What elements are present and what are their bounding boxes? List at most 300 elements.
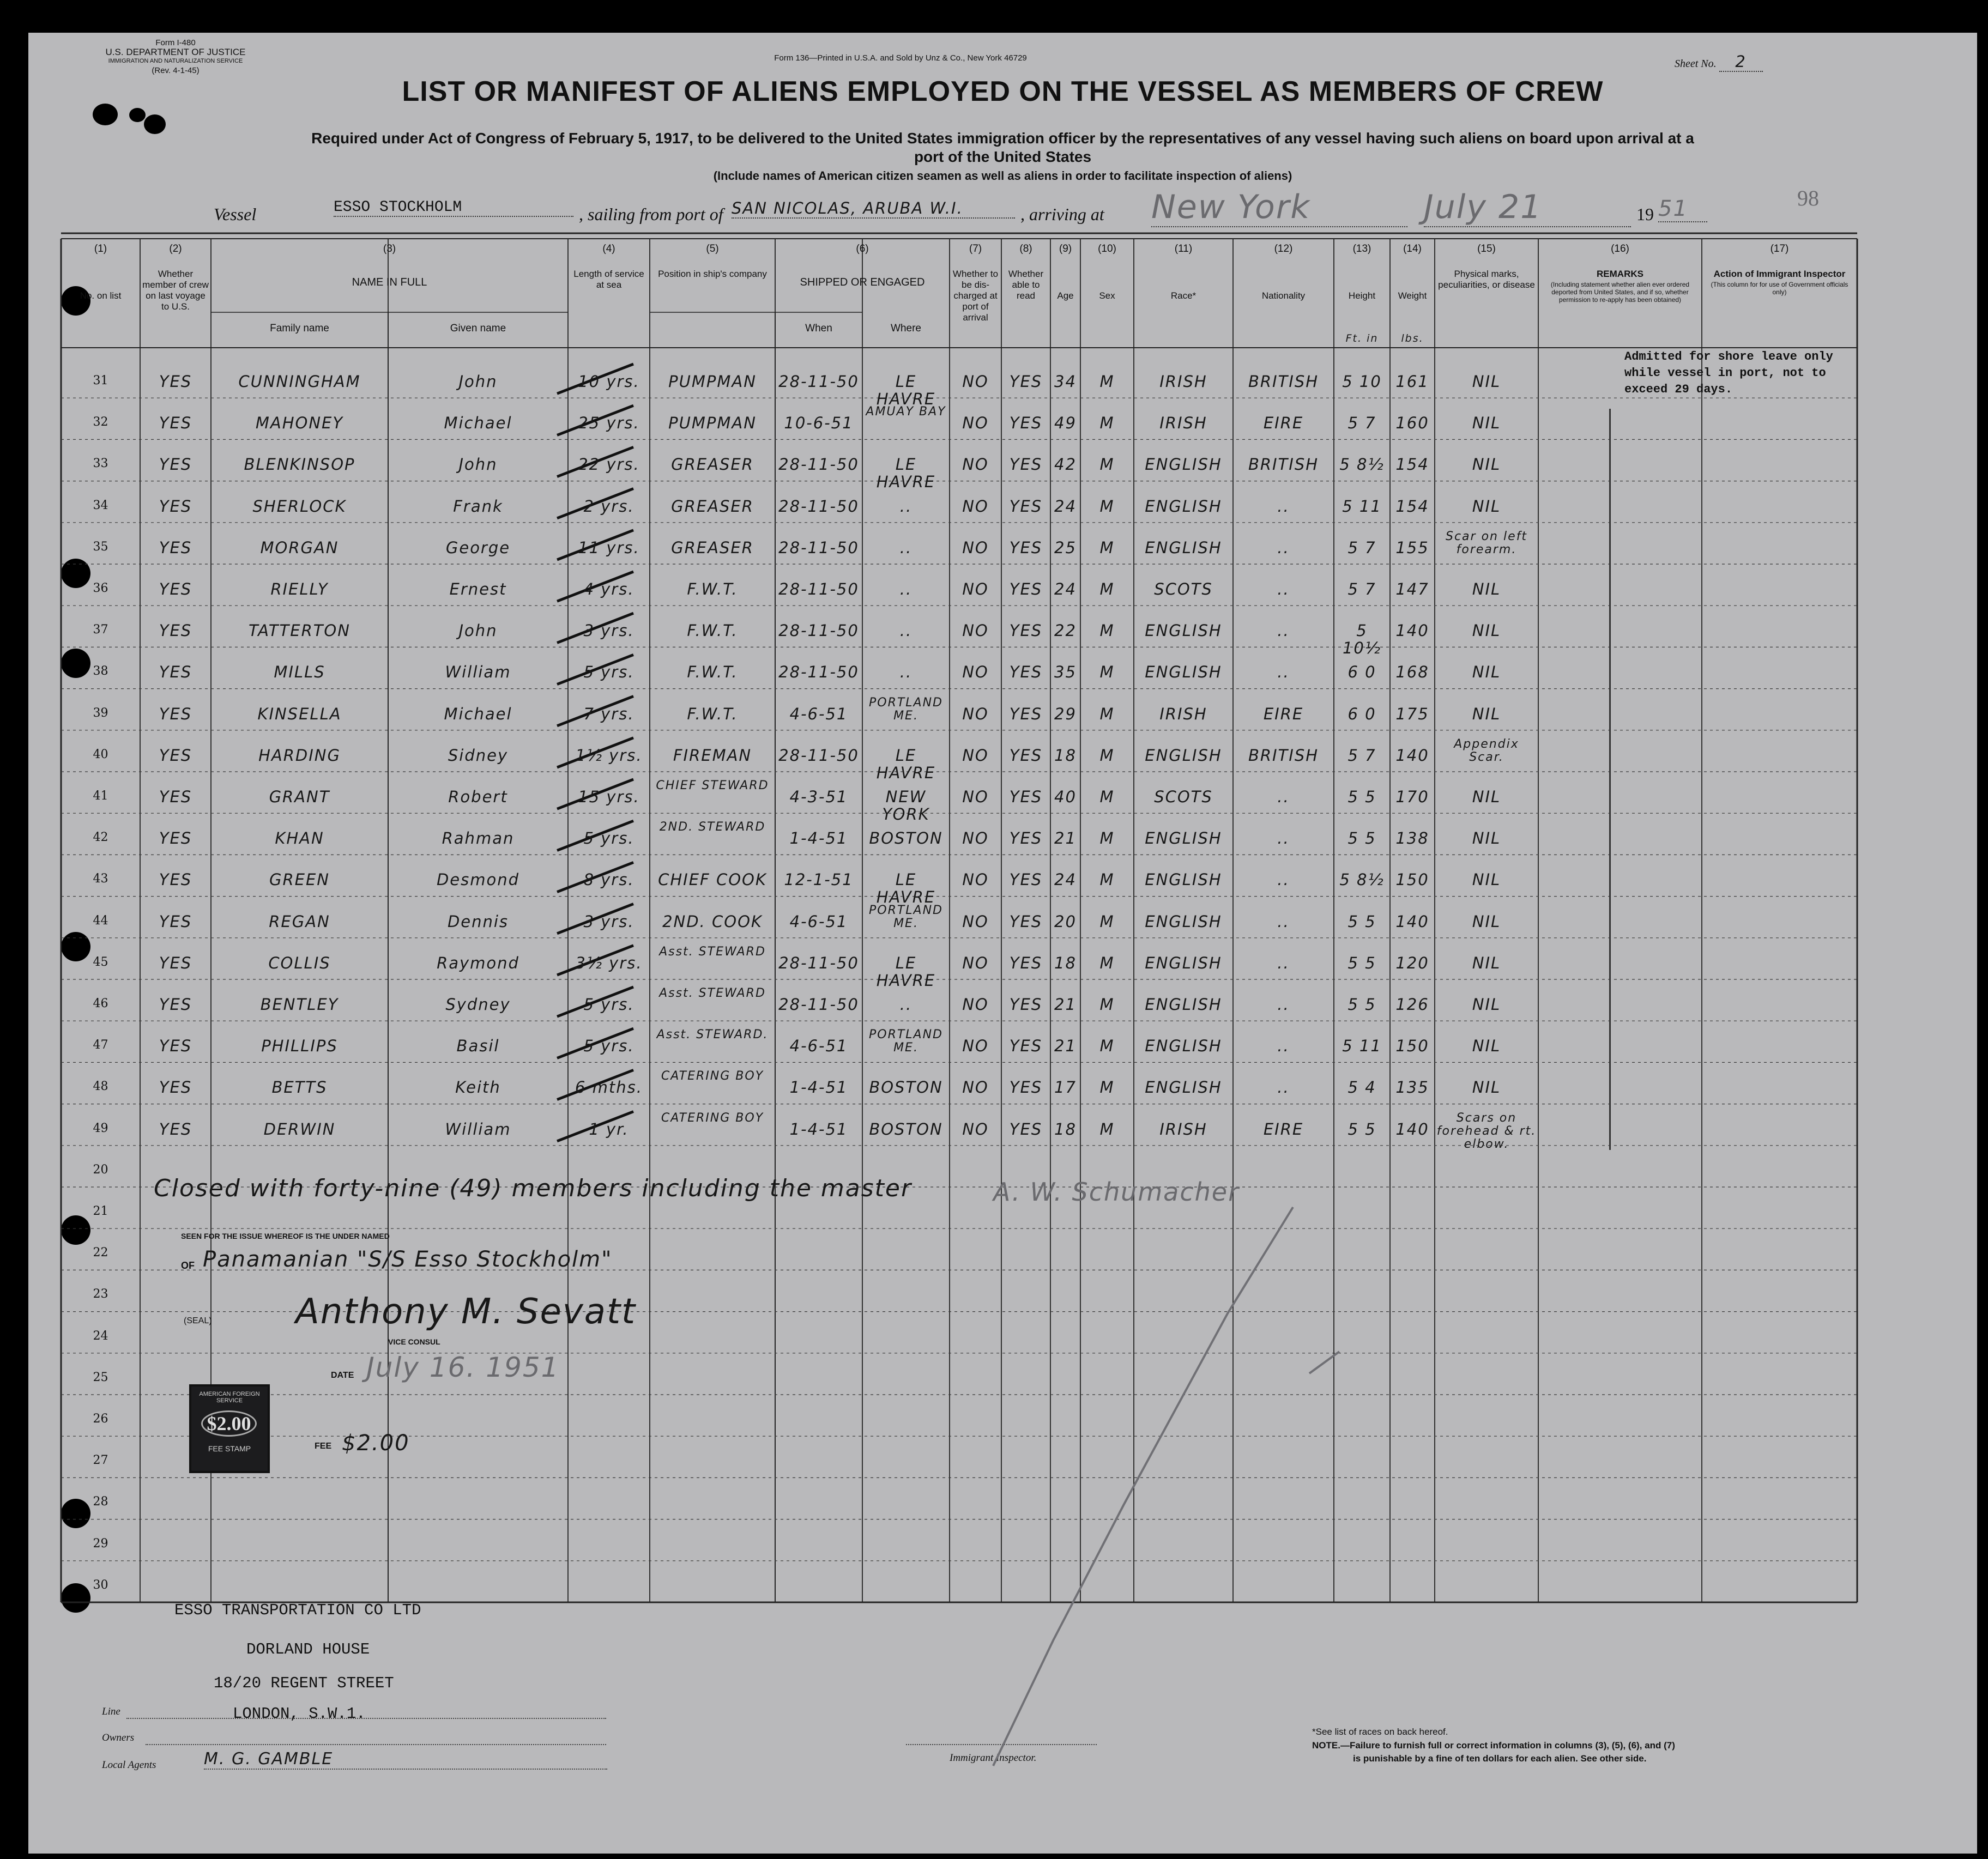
cell-service: 1 yr. [589,1119,629,1139]
footnote-penalty-1: NOTE.—Failure to furnish full or correct information in columns (3), (5), (6), and (7) [1312,1740,1675,1751]
cell-service: 5 yrs. [583,829,635,848]
cell-discharged: NO [962,953,989,972]
row-number: 35 [93,540,108,554]
row-number: 44 [93,913,108,928]
cell-discharged: NO [962,1078,989,1097]
department: U.S. DEPARTMENT OF JUSTICE [105,47,246,57]
column-header: Sex [1099,290,1115,301]
cell-given: John [458,372,498,391]
column-header: No. on list [80,290,122,301]
cell-discharged: NO [962,580,989,598]
column-header: Length of service at sea [573,269,644,290]
cell-race: ENGLISH [1145,455,1222,474]
column-header: Physical marks, peculiarities, or disease [1438,269,1535,290]
cell-marks: NIL [1472,995,1501,1014]
cell-discharged: NO [962,829,989,848]
cell-when: 1-4-51 [789,829,848,848]
cell-nationality: .. [1277,788,1290,806]
row-number: 43 [93,872,108,886]
vessel-label: Vessel [214,204,257,224]
cell-marks: NIL [1472,663,1501,682]
cell-where: BOSTON [869,829,943,848]
cell-weight: 120 [1395,953,1429,972]
subtitle-line1: Required under Act of Congress of February 5, 1917, to be delivered to the United States immigration officer by the representatives of any vessel having such aliens on board upon arrival at a [311,130,1694,147]
cell-position: GREASER [671,496,754,516]
consular-seen-label: SEEN FOR THE ISSUE WHEREOF IS THE UNDER NAMED [181,1232,390,1240]
column-header: Whether member of crew on last voyage to U.S. [142,269,209,312]
cell-prev: YES [159,788,192,806]
cell-sex: M [1099,953,1115,972]
cell-when: 10-6-51 [784,414,854,433]
cell-service: 10 yrs. [578,372,640,391]
cell-family: PHILLIPS [261,1037,338,1056]
cell-when: 1-4-51 [789,1078,848,1097]
cell-position: CATERING BOY [661,1111,764,1125]
cell-marks: NIL [1472,953,1501,972]
cell-family: KHAN [275,829,324,848]
cell-age: 21 [1054,995,1077,1014]
cell-weight: 135 [1395,1078,1429,1097]
column-header: REMARKS [1597,269,1643,279]
cell-prev: YES [159,663,192,682]
cell-service: 3 yrs. [583,621,635,640]
cell-race: ENGLISH [1145,1037,1222,1056]
column-subheader: Given name [450,323,506,334]
cell-marks: NIL [1472,870,1501,889]
cell-height: 5 5 [1348,788,1376,806]
cell-sex: M [1099,746,1115,765]
consular-date-label: DATE [331,1371,354,1380]
column-number: (4) [602,243,615,255]
cell-prev: YES [159,621,192,640]
cell-nationality: .. [1277,912,1290,931]
cell-prev: YES [159,580,192,598]
cell-discharged: NO [962,870,989,889]
cell-prev: YES [159,829,192,848]
cell-when: 4-3-51 [789,788,848,806]
cell-where: PORTLAND ME. [868,903,943,930]
cell-race: ENGLISH [1145,953,1222,972]
column-header: Position in ship's company [658,269,767,279]
cell-weight: 138 [1395,829,1429,848]
vice-consul-label: VICE CONSUL [388,1337,440,1346]
cell-height: 5 5 [1348,953,1376,972]
cell-read: YES [1009,496,1043,516]
row-number: 20 [93,1162,108,1177]
cell-given: William [445,663,511,682]
row-number: 37 [93,623,108,637]
cell-read: YES [1009,1119,1043,1139]
cell-prev: YES [159,1119,192,1139]
column-header: SHIPPED OR ENGAGED [800,276,925,288]
cell-sex: M [1099,1037,1115,1056]
cell-read: YES [1009,912,1043,931]
cell-position: 2ND. STEWARD [659,820,766,834]
cell-given: Rahman [442,829,515,848]
cell-when: 28-11-50 [778,580,859,598]
column-number: (10) [1098,243,1116,255]
cell-sex: M [1099,1078,1115,1097]
cell-discharged: NO [962,912,989,931]
column-number: (12) [1274,243,1293,255]
cell-marks: Scars on forehead & rt. elbow. [1436,1111,1537,1151]
cell-where: LE HAVRE [876,953,936,990]
revision: (Rev. 4-1-45) [152,66,200,75]
cell-position: PUMPMAN [668,414,757,433]
cell-given: William [445,1119,511,1139]
cell-marks: NIL [1472,912,1501,931]
cell-read: YES [1009,1037,1043,1056]
cell-discharged: NO [962,663,989,682]
cell-position: CHIEF STEWARD [656,779,769,792]
column-note: (This column for for use of Government officials only) [1711,281,1848,296]
cell-given: Sidney [448,746,509,765]
column-header: NAME IN FULL [352,276,427,288]
cell-height: 5 8½ [1339,455,1385,474]
cell-when: 28-11-50 [778,746,859,765]
cell-family: SHERLOCK [252,496,347,516]
cell-service: 15 yrs. [578,788,640,806]
cell-age: 18 [1054,1119,1077,1139]
sailing-label: , sailing from port of [579,204,723,224]
cell-weight: 161 [1395,372,1429,391]
row-number: 31 [93,374,108,387]
cell-read: YES [1009,788,1043,806]
cell-sex: M [1099,580,1115,598]
cell-discharged: NO [962,496,989,516]
cell-nationality: .. [1277,496,1290,516]
cell-nationality: .. [1277,663,1290,682]
cell-race: ENGLISH [1145,995,1222,1014]
row-number: 29 [93,1536,108,1551]
cell-where: AMUAY BAY [866,405,946,419]
cell-read: YES [1009,663,1043,682]
cell-given: Dennis [447,912,509,931]
cell-weight: 126 [1395,995,1429,1014]
cell-nationality: .. [1277,870,1290,889]
row-number: 46 [93,997,108,1010]
inspector-signature: A. W. Schumacher [993,1177,1240,1207]
cell-position: FIREMAN [673,746,752,765]
row-number: 32 [93,415,108,429]
cell-nationality: EIRE [1263,414,1304,433]
cell-nationality: .. [1277,953,1290,972]
cell-nationality: .. [1277,580,1290,598]
cell-sex: M [1099,663,1115,682]
cell-weight: 147 [1395,580,1429,598]
cell-race: ENGLISH [1145,829,1222,848]
service: IMMIGRATION AND NATURALIZATION SERVICE [108,58,243,64]
cell-service: 4 yrs. [583,580,635,598]
column-number: (16) [1611,243,1629,255]
cell-when: 28-11-50 [778,496,859,516]
cell-age: 22 [1054,621,1077,640]
cell-family: GRANT [269,788,330,806]
cell-when: 1-4-51 [789,1119,848,1139]
cell-read: YES [1009,746,1043,765]
cell-weight: 140 [1395,1119,1429,1139]
cell-where: LE HAVRE [876,372,936,408]
cell-marks: NIL [1472,704,1501,723]
cell-marks: Scar on left forearm. [1446,529,1527,556]
column-number: (13) [1352,243,1371,255]
cell-read: YES [1009,995,1043,1014]
cell-service: 2 yrs. [583,496,635,516]
cell-when: 28-11-50 [778,953,859,972]
column-header: Whether able to read [1008,269,1044,301]
remarks-typed-note: Admitted for shore leave only while vessel in port, not to exceed 29 days. [1624,350,1833,396]
cell-age: 24 [1054,580,1077,598]
cell-prev: YES [159,538,192,557]
cell-read: YES [1009,870,1043,889]
column-unit: lbs. [1401,332,1424,344]
sheet-label: Sheet No. [1675,58,1717,70]
cell-height: 5 4 [1348,1078,1376,1097]
cell-age: 18 [1054,746,1077,765]
cell-service: 5 yrs. [583,995,635,1014]
cell-discharged: NO [962,1037,989,1056]
agents-label: Local Agents [102,1759,156,1771]
cell-sex: M [1099,414,1115,433]
cell-position: 2ND. COOK [662,912,763,931]
company-line-3: 18/20 REGENT STREET [214,1674,394,1692]
cell-discharged: NO [962,788,989,806]
footnote-penalty-2: is punishable by a fine of ten dollars for each alien. See other side. [1353,1753,1647,1764]
row-number: 30 [93,1578,108,1592]
cell-prev: YES [159,1078,192,1097]
column-number: (6) [856,243,869,255]
row-number: 26 [93,1412,108,1426]
cell-age: 34 [1054,372,1077,391]
cell-prev: YES [159,912,192,931]
vessel-name: ESSO STOCKHOLM [334,199,573,217]
cell-age: 49 [1054,414,1077,433]
cell-prev: YES [159,414,192,433]
cell-race: ENGLISH [1145,912,1222,931]
cell-discharged: NO [962,746,989,765]
cell-nationality: BRITISH [1248,746,1319,765]
cell-family: CUNNINGHAM [238,372,361,391]
cell-race: ENGLISH [1145,621,1222,640]
cell-race: IRISH [1159,372,1207,391]
cell-service: 5 yrs. [583,1037,635,1056]
cell-discharged: NO [962,414,989,433]
cell-given: Michael [444,414,512,433]
cell-where: .. [899,621,913,640]
cell-when: 4-6-51 [789,1037,848,1056]
row-number: 38 [93,664,108,679]
cell-age: 21 [1054,1037,1077,1056]
cell-height: 5 8½ [1339,870,1385,889]
cell-family: BETTS [271,1078,328,1097]
cell-family: GREEN [269,870,330,889]
cell-age: 17 [1054,1078,1077,1097]
cell-service: 1½ yrs. [575,746,643,765]
cell-service: 25 yrs. [578,414,640,433]
cell-height: 5 7 [1348,746,1376,765]
cell-race: IRISH [1159,704,1207,723]
cell-sex: M [1099,912,1115,931]
cell-prev: YES [159,870,192,889]
cell-sex: M [1099,455,1115,474]
cell-position: GREASER [671,455,754,474]
sailing-port: SAN NICOLAS, ARUBA W.I. [732,199,1015,219]
cell-where: LE HAVRE [876,870,936,907]
cell-when: 28-11-50 [778,663,859,682]
cell-family: HARDING [258,746,341,765]
cell-weight: 160 [1395,414,1429,433]
consular-vessel-text: Panamanian "S/S Esso Stockholm" [203,1247,613,1272]
cell-when: 28-11-50 [778,538,859,557]
cell-race: ENGLISH [1145,1078,1222,1097]
cell-marks: NIL [1472,496,1501,516]
cell-height: 5 10 [1342,372,1382,391]
cell-service: 3½ yrs. [575,953,643,972]
cell-family: MAHONEY [255,414,344,433]
cell-when: 28-11-50 [778,621,859,640]
cell-position: F.W.T. [687,663,738,682]
row-number: 41 [93,789,108,803]
cell-sex: M [1099,372,1115,391]
column-number: (11) [1174,243,1193,255]
cell-read: YES [1009,953,1043,972]
consular-seal: (SEAL) [184,1316,212,1325]
fee-stamp-label: FEE STAMP [208,1444,251,1453]
cell-given: Michael [444,704,512,723]
row-number: 25 [93,1370,108,1384]
column-number: (2) [169,243,182,255]
cell-discharged: NO [962,704,989,723]
cell-read: YES [1009,580,1043,598]
column-number: (14) [1403,243,1422,255]
sheet-value: 2 [1719,52,1763,72]
cell-where: PORTLAND ME. [868,1028,943,1055]
cell-age: 18 [1054,953,1077,972]
cell-position: Asst. STEWARD [659,986,766,1000]
cell-nationality: .. [1277,1037,1290,1056]
cell-position: PUMPMAN [668,372,757,391]
cell-marks: NIL [1472,788,1501,806]
cell-when: 28-11-50 [778,455,859,474]
cell-given: Robert [448,788,508,806]
cell-where: NEW YORK [882,788,930,823]
cell-family: COLLIS [268,953,331,972]
column-number: (9) [1059,243,1072,255]
cell-height: 5 11 [1342,496,1382,516]
cell-discharged: NO [962,372,989,391]
cell-prev: YES [159,372,192,391]
cell-service: 5 yrs. [583,663,635,682]
column-number: (8) [1019,243,1032,255]
cell-sex: M [1099,704,1115,723]
cell-prev: YES [159,995,192,1014]
year-prefix: 19 [1636,204,1654,224]
cell-sex: M [1099,1119,1115,1139]
cell-given: Keith [455,1078,501,1097]
cell-when: 28-11-50 [778,372,859,391]
page-title: LIST OR MANIFEST OF ALIENS EMPLOYED ON THE VESSEL AS MEMBERS OF CREW [402,76,1604,107]
cell-where: LE HAVRE [876,455,936,492]
cell-height: 5 5 [1348,995,1376,1014]
cell-height: 5 7 [1348,580,1376,598]
subtitle-line3: (Include names of American citizen seamen as well as aliens in order to facilitate inspection of aliens) [713,169,1292,183]
cell-marks: NIL [1472,1078,1501,1097]
column-subheader: When [805,323,832,334]
cell-given: John [458,455,498,474]
consular-of-label: OF [181,1260,195,1271]
cell-when: 12-1-51 [784,870,854,889]
cell-weight: 168 [1395,663,1429,682]
cell-discharged: NO [962,1119,989,1139]
footnote-races: *See list of races on back hereof. [1312,1727,1448,1737]
cell-sex: M [1099,870,1115,889]
column-number: (17) [1770,243,1789,255]
cell-prev: YES [159,746,192,765]
cell-given: Basil [456,1037,500,1056]
column-header: Nationality [1261,290,1306,301]
row-number: 21 [93,1204,108,1218]
cell-family: MILLS [274,663,325,682]
row-number: 49 [93,1121,108,1135]
cell-age: 42 [1054,455,1077,474]
cell-read: YES [1009,455,1043,474]
column-note: (Including statement whether alien ever ordered deported from United States, and if so, whether permission to re-apply has been obtained) [1550,281,1690,304]
row-number: 47 [93,1038,108,1052]
cell-family: BLENKINSOP [244,455,355,474]
cell-family: KINSELLA [257,704,342,723]
column-subheader: Where [891,323,921,334]
cell-prev: YES [159,704,192,723]
cell-height: 6 0 [1348,704,1376,723]
cell-race: IRISH [1159,1119,1207,1139]
cell-age: 40 [1054,788,1077,806]
cell-read: YES [1009,704,1043,723]
cell-prev: YES [159,953,192,972]
cell-marks: NIL [1472,621,1501,640]
cell-prev: YES [159,1037,192,1056]
row-number: 24 [93,1329,108,1343]
cell-where: .. [899,663,913,682]
cell-family: BENTLEY [260,995,339,1014]
cell-nationality: .. [1277,995,1290,1014]
cell-marks: NIL [1472,455,1501,474]
cell-service: 3 yrs. [583,912,635,931]
cell-family: RIELLY [270,580,329,598]
cell-race: SCOTS [1154,580,1213,598]
cell-marks: NIL [1472,414,1501,433]
cell-position: F.W.T. [687,580,738,598]
cell-read: YES [1009,372,1043,391]
arriving-label: , arriving at [1020,204,1104,224]
cell-age: 24 [1054,870,1077,889]
cell-read: YES [1009,829,1043,848]
arriving-port: New York [1151,188,1407,227]
fee-stamp-top: AMERICAN FOREIGN SERVICE [199,1391,260,1404]
cell-given: Raymond [437,953,519,972]
cell-read: YES [1009,414,1043,433]
row-number: 42 [93,831,108,845]
cell-race: ENGLISH [1145,663,1222,682]
column-number: (3) [383,243,396,255]
cell-family: TATTERTON [249,621,351,640]
cell-prev: YES [159,496,192,516]
cell-sex: M [1099,621,1115,640]
cell-discharged: NO [962,538,989,557]
row-number: 28 [93,1495,108,1509]
cell-discharged: NO [962,995,989,1014]
cell-position: CATERING BOY [661,1069,764,1083]
row-number: 48 [93,1080,108,1094]
